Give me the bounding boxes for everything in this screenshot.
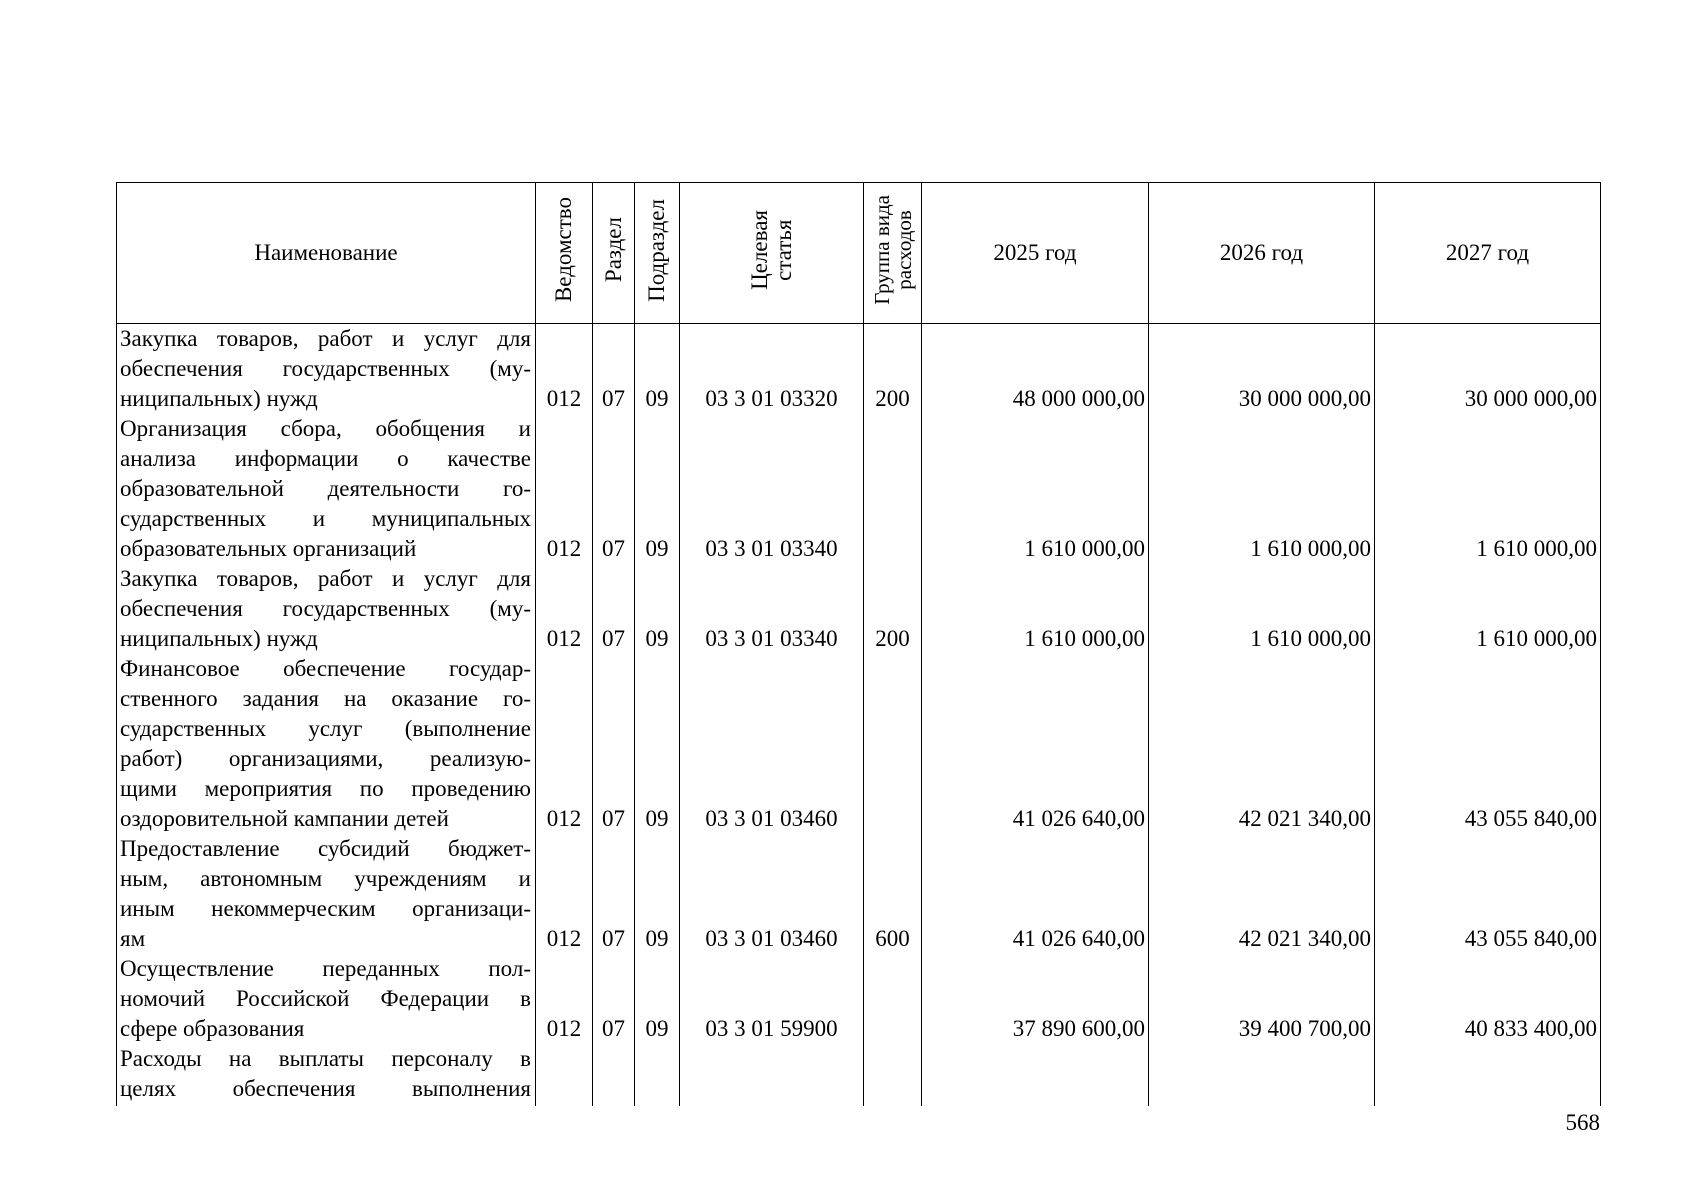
row-name bbox=[117, 414, 536, 564]
table-row bbox=[117, 414, 1601, 564]
name-line: Расходы на выплаты персоналу в bbox=[120, 1046, 531, 1071]
table-row bbox=[117, 954, 1601, 1044]
cell-target: 03 3 01 03340 bbox=[680, 414, 864, 564]
name-line: Закупка товаров, работ и услуг для bbox=[120, 326, 531, 351]
cell-razdel: 07 bbox=[593, 564, 635, 654]
cell-razdel: 07 bbox=[593, 324, 635, 415]
cell-group bbox=[864, 414, 922, 564]
cell-target: 03 3 01 03460 bbox=[680, 654, 864, 834]
cell-razdel: 07 bbox=[593, 414, 635, 564]
cell-2027: 30 000 000,00 bbox=[1375, 324, 1601, 415]
row-name bbox=[117, 954, 536, 1044]
cell-2026: 30 000 000,00 bbox=[1149, 324, 1375, 415]
header-2025: 2025 год bbox=[922, 183, 1149, 324]
cell-target bbox=[680, 1044, 864, 1106]
cell-group bbox=[864, 1044, 922, 1106]
cell-target: 03 3 01 03340 bbox=[680, 564, 864, 654]
cell-vedomstvo: 012 bbox=[536, 654, 593, 834]
name-line: сфере образования bbox=[120, 1016, 305, 1041]
table-body bbox=[117, 324, 1601, 1107]
cell-razdel: 07 bbox=[593, 954, 635, 1044]
name-line: ственного задания на оказание го- bbox=[120, 686, 531, 711]
cell-target: 03 3 01 03320 bbox=[680, 324, 864, 415]
table-row bbox=[117, 834, 1601, 954]
header-2027: 2027 год bbox=[1375, 183, 1601, 324]
name-line: ниципальных) нужд bbox=[120, 626, 318, 651]
name-line: щими мероприятия по проведению bbox=[120, 776, 531, 801]
cell-vedomstvo: 012 bbox=[536, 414, 593, 564]
cell-vedomstvo: 012 bbox=[536, 564, 593, 654]
table-header bbox=[117, 183, 1601, 324]
cell-vedomstvo: 012 bbox=[536, 834, 593, 954]
header-group: Группа вида расходов bbox=[864, 183, 922, 324]
cell-razdel bbox=[593, 1044, 635, 1106]
name-line: анализа информации о качестве bbox=[120, 446, 531, 471]
table-row-partial bbox=[117, 1044, 1601, 1106]
cell-2027: 43 055 840,00 bbox=[1375, 834, 1601, 954]
row-name bbox=[117, 564, 536, 654]
name-line: образовательных организаций bbox=[120, 536, 417, 561]
name-line: Организация сбора, обобщения и bbox=[120, 416, 531, 441]
cell-2027: 1 610 000,00 bbox=[1375, 564, 1601, 654]
header-name: Наименование bbox=[117, 183, 536, 324]
header-razdel: Раздел bbox=[593, 183, 635, 324]
cell-2025: 41 026 640,00 bbox=[922, 834, 1149, 954]
cell-2026: 1 610 000,00 bbox=[1149, 564, 1375, 654]
cell-2027 bbox=[1375, 1044, 1601, 1106]
cell-group: 200 bbox=[864, 564, 922, 654]
budget-table bbox=[116, 182, 1601, 1106]
name-line: Предоставление субсидий бюджет- bbox=[120, 836, 531, 861]
page-number: 568 bbox=[1565, 1110, 1600, 1135]
cell-vedomstvo: 012 bbox=[536, 324, 593, 415]
cell-podrazdel: 09 bbox=[635, 834, 680, 954]
cell-razdel: 07 bbox=[593, 654, 635, 834]
table-row bbox=[117, 324, 1601, 415]
name-line: ям bbox=[120, 926, 146, 951]
row-name bbox=[117, 1044, 536, 1106]
cell-podrazdel: 09 bbox=[635, 414, 680, 564]
cell-target: 03 3 01 59900 bbox=[680, 954, 864, 1044]
header-vedomstvo: Ведомство bbox=[536, 183, 593, 324]
cell-target: 03 3 01 03460 bbox=[680, 834, 864, 954]
cell-2025: 48 000 000,00 bbox=[922, 324, 1149, 415]
row-name bbox=[117, 834, 536, 954]
cell-podrazdel bbox=[635, 1044, 680, 1106]
name-line: целях обеспечения выполнения bbox=[120, 1076, 531, 1101]
cell-2026: 42 021 340,00 bbox=[1149, 834, 1375, 954]
name-line: Осуществление переданных пол- bbox=[120, 956, 531, 981]
cell-group: 600 bbox=[864, 834, 922, 954]
name-line: Закупка товаров, работ и услуг для bbox=[120, 566, 531, 591]
name-line: сударственных услуг (выполнение bbox=[120, 716, 531, 741]
name-line: обеспечения государственных (му- bbox=[120, 596, 531, 621]
cell-vedomstvo bbox=[536, 1044, 593, 1106]
cell-2027: 40 833 400,00 bbox=[1375, 954, 1601, 1044]
header-2026: 2026 год bbox=[1149, 183, 1375, 324]
cell-2027: 1 610 000,00 bbox=[1375, 414, 1601, 564]
name-line: ным, автономным учреждениям и bbox=[120, 866, 531, 891]
row-name bbox=[117, 654, 536, 834]
cell-group bbox=[864, 954, 922, 1044]
cell-2025: 37 890 600,00 bbox=[922, 954, 1149, 1044]
name-line: оздоровительной кампании детей bbox=[120, 806, 449, 831]
cell-2025: 1 610 000,00 bbox=[922, 564, 1149, 654]
cell-razdel: 07 bbox=[593, 834, 635, 954]
cell-podrazdel: 09 bbox=[635, 954, 680, 1044]
table-row bbox=[117, 564, 1601, 654]
name-line: работ) организациями, реализую- bbox=[120, 746, 531, 771]
cell-2025: 41 026 640,00 bbox=[922, 654, 1149, 834]
name-line: Финансовое обеспечение государ- bbox=[120, 656, 531, 681]
cell-2026: 1 610 000,00 bbox=[1149, 414, 1375, 564]
cell-2026 bbox=[1149, 1044, 1375, 1106]
cell-2027: 43 055 840,00 bbox=[1375, 654, 1601, 834]
name-line: обеспечения государственных (му- bbox=[120, 356, 531, 381]
cell-podrazdel: 09 bbox=[635, 654, 680, 834]
cell-2026: 42 021 340,00 bbox=[1149, 654, 1375, 834]
row-name bbox=[117, 324, 536, 415]
name-line: ниципальных) нужд bbox=[120, 386, 318, 411]
name-line: иным некоммерческим организаци- bbox=[120, 896, 531, 921]
cell-podrazdel: 09 bbox=[635, 324, 680, 415]
cell-podrazdel: 09 bbox=[635, 564, 680, 654]
header-target: Целевая статья bbox=[680, 183, 864, 324]
name-line: сударственных и муниципальных bbox=[120, 506, 531, 531]
table-row bbox=[117, 654, 1601, 834]
cell-group: 200 bbox=[864, 324, 922, 415]
cell-group bbox=[864, 654, 922, 834]
name-line: образовательной деятельности го- bbox=[120, 476, 531, 501]
cell-2025: 1 610 000,00 bbox=[922, 414, 1149, 564]
cell-vedomstvo: 012 bbox=[536, 954, 593, 1044]
cell-2025 bbox=[922, 1044, 1149, 1106]
header-podrazdel: Подраздел bbox=[635, 183, 680, 324]
cell-2026: 39 400 700,00 bbox=[1149, 954, 1375, 1044]
name-line: номочий Российской Федерации в bbox=[120, 986, 531, 1011]
